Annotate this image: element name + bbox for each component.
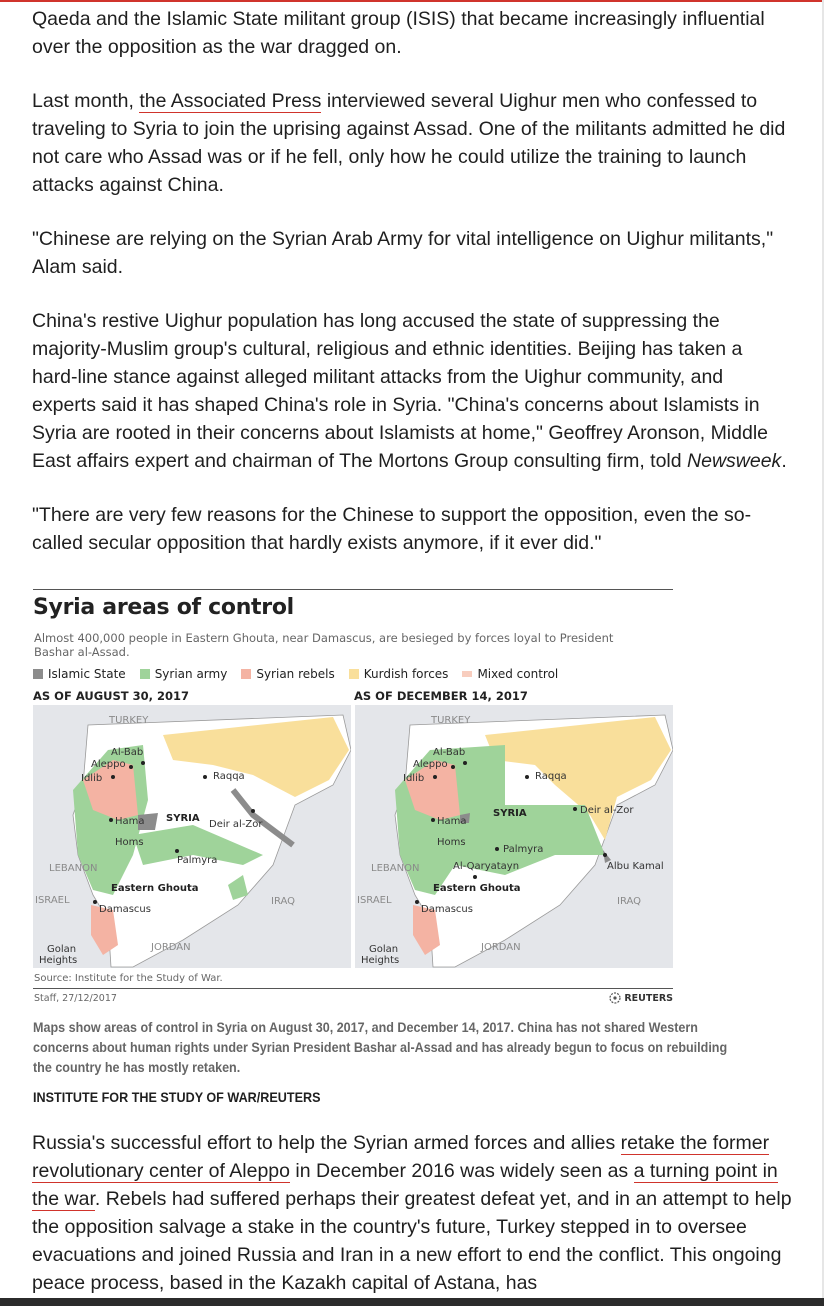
graphic-subtitle: Almost 400,000 people in Eastern Ghouta, near Damascus, are besieged by forces loyal to President Bashar al-Assad. <box>34 631 614 659</box>
map-label-al-bab: Al-Bab <box>111 747 144 758</box>
city-marker <box>525 775 529 779</box>
paragraph-2 <box>32 87 788 199</box>
paragraph-6-rest: . Rebels had suffered perhaps their greatest defeat yet, and in an attempt to help the opposition salvage a stake in the country's future, Turkey stepped in to oversee evacuations and joined Russia and Iran in a new effort to end the conflict. This ongoing peace process, based in the Kazakh capital of Astana, has <box>32 1188 792 1294</box>
city-marker <box>495 847 499 851</box>
map-label-albu-kamal: Albu Kamal <box>607 861 664 872</box>
map-label-homs: Homs <box>115 837 144 848</box>
legend-item-islamic-state <box>33 667 126 681</box>
associated-press-link[interactable]: the Associated Press <box>139 90 322 112</box>
city-marker <box>111 775 115 779</box>
legend-label: Syrian army <box>154 667 228 681</box>
aleppo-link[interactable]: retake the former revolutionary center of Aleppo <box>32 1132 770 1182</box>
legend-swatch <box>241 669 251 679</box>
legend-label: Syrian rebels <box>256 667 335 681</box>
map-label-turkey: TURKEY <box>431 715 471 726</box>
paragraph-3-text: "Chinese are relying on the Syrian Arab Army for vital intelligence on Uighur militants," Alam said. <box>32 228 774 278</box>
legend-label: Kurdish forces <box>363 667 449 681</box>
city-marker <box>203 775 207 779</box>
map-label-al-qaryatayn: Al-Qaryatayn <box>453 861 520 872</box>
legend-item-syrian-rebels <box>241 667 334 681</box>
map-label-israel: ISRAEL <box>35 895 70 906</box>
city-marker <box>573 807 577 811</box>
article-body-top <box>32 5 788 583</box>
map-legend <box>33 667 558 681</box>
graphic-top-rule <box>33 589 673 590</box>
paragraph-1 <box>32 5 788 61</box>
city-marker <box>141 761 145 765</box>
map-label-damascus: Damascus <box>421 904 473 915</box>
paragraph-1-text: Qaeda and the Islamic State militant group (ISIS) that became increasingly influential over the opposition as the war dragged on. <box>32 8 765 58</box>
map-label-jordan: JORDAN <box>151 942 191 953</box>
map-label-deir-al-zor: Deir al-Zor <box>209 819 263 830</box>
map-label-jordan: JORDAN <box>481 942 521 953</box>
map-label-raqqa: Raqqa <box>213 771 245 782</box>
image-caption: Maps show areas of control in Syria on August 30, 2017, and December 14, 2017. China has not shared Western concerns about human rights under Syrian President Bashar al-Assad and has already begun to focus on rebuilding the country he has mostly retaken. <box>33 1020 728 1075</box>
map-label-aleppo: Aleppo <box>413 759 448 770</box>
legend-item-kurdish-forces <box>349 667 449 681</box>
paragraph-6 <box>32 1129 792 1297</box>
map-label-deir-al-zor: Deir al-Zor <box>580 805 634 816</box>
article-body-bottom <box>32 1129 792 1297</box>
map-label-lebanon: LEBANON <box>371 863 420 874</box>
map-label-palmyra: Palmyra <box>503 844 544 855</box>
city-marker <box>473 875 477 879</box>
image-credit: INSTITUTE FOR THE STUDY OF WAR/REUTERS <box>33 1089 321 1105</box>
paragraph-4-end: . <box>781 450 787 472</box>
top-accent-bar <box>0 0 824 2</box>
map-label-israel: ISRAEL <box>357 895 392 906</box>
map-label-eastern-ghouta: Eastern Ghouta <box>111 883 199 894</box>
city-marker <box>603 853 607 857</box>
map-label-lebanon: LEBANON <box>49 863 98 874</box>
paragraph-6-lead: Russia's successful effort to help the Syrian armed forces and allies <box>32 1132 621 1154</box>
legend-swatch <box>349 669 359 679</box>
map-label-syria: SYRIA <box>166 813 200 824</box>
paragraph-2-lead: Last month, <box>32 90 140 112</box>
legend-label: Mixed control <box>477 667 559 681</box>
graphic-bottom-rule <box>33 988 673 989</box>
reuters-logo-text: REUTERS <box>624 992 673 1004</box>
map-label-hama: Hama <box>437 816 467 827</box>
map-label-syria: SYRIA <box>493 808 527 819</box>
map-label-idlib: Idlib <box>403 773 425 784</box>
paragraph-4 <box>32 307 788 475</box>
legend-swatch <box>33 669 43 679</box>
graphic-source: Source: Institute for the Study of War. <box>34 973 223 984</box>
reuters-logo <box>609 992 673 1004</box>
map-label-hama: Hama <box>115 816 145 827</box>
graphic-staff-date: Staff, 27/12/2017 <box>34 993 117 1004</box>
turning-point-link[interactable]: a turning point in the war <box>32 1160 778 1210</box>
map-label-idlib: Idlib <box>81 773 103 784</box>
legend-swatch <box>462 671 472 677</box>
graphic-title: Syria areas of control <box>33 595 294 620</box>
map-label-palmyra: Palmyra <box>177 855 218 866</box>
legend-item-mixed-control <box>462 667 558 681</box>
reuters-logo-icon <box>609 992 621 1004</box>
city-marker <box>451 765 455 769</box>
map-label-iraq: IRAQ <box>271 896 296 907</box>
paragraph-6-middle: in December 2016 was widely seen as <box>290 1160 634 1182</box>
paragraph-5-text: "There are very few reasons for the Chinese to support the opposition, even the so-called secular opposition that hardly exists anymore, if it ever did." <box>32 504 752 554</box>
bottom-dark-strip <box>0 1298 824 1306</box>
map-label-heights: Heights <box>361 955 400 966</box>
paragraph-4-text: China's restive Uighur population has long accused the state of suppressing the majority-Muslim group's cultural, religious and ethnic identities. Beijing has taken a hard-line stance against alleged militant attacks from the Uighur community, and experts said it has shaped China's role in Syria. "China's concerns about Islamists in Syria are rooted in their concerns about Islamists at home," Geoffrey Aronson, Middle East affairs expert and chairman of The Mortons Group consulting firm, told <box>32 310 769 472</box>
map-label-aleppo: Aleppo <box>91 759 126 770</box>
city-marker <box>93 900 97 904</box>
syria-control-graphic <box>33 589 673 1009</box>
map-august-2017 <box>33 705 351 968</box>
legend-item-syrian-army <box>140 667 228 681</box>
map-2-date-label: AS OF DECEMBER 14, 2017 <box>354 689 528 703</box>
city-marker <box>175 849 179 853</box>
map-label-golan: Golan <box>47 944 77 955</box>
legend-label: Islamic State <box>48 667 126 681</box>
legend-swatch <box>140 669 150 679</box>
map-label-damascus: Damascus <box>99 904 151 915</box>
map-label-turkey: TURKEY <box>109 715 149 726</box>
map-december-2017 <box>355 705 673 968</box>
paragraph-2-rest: interviewed several Uighur men who confessed to traveling to Syria to join the uprising against Assad. One of the militants admitted he did not care who Assad was or if he fell, only how he could utilize the training to launch attacks against China. <box>32 90 786 196</box>
city-marker <box>463 761 467 765</box>
city-marker <box>251 809 255 813</box>
map-label-homs: Homs <box>437 837 466 848</box>
city-marker <box>109 818 113 822</box>
paragraph-3 <box>32 225 788 281</box>
city-marker <box>431 818 435 822</box>
city-marker <box>433 775 437 779</box>
map-label-iraq: IRAQ <box>617 896 642 907</box>
map-label-golan: Golan <box>369 944 399 955</box>
paragraph-5 <box>32 501 788 557</box>
map-1-date-label: AS OF AUGUST 30, 2017 <box>33 689 189 703</box>
newsweek-emphasis: Newsweek <box>687 450 782 472</box>
map-label-raqqa: Raqqa <box>535 771 567 782</box>
city-marker <box>129 765 133 769</box>
map-label-heights: Heights <box>39 955 78 966</box>
map-label-al-bab: Al-Bab <box>433 747 466 758</box>
map-label-eastern-ghouta: Eastern Ghouta <box>433 883 521 894</box>
city-marker <box>415 900 419 904</box>
